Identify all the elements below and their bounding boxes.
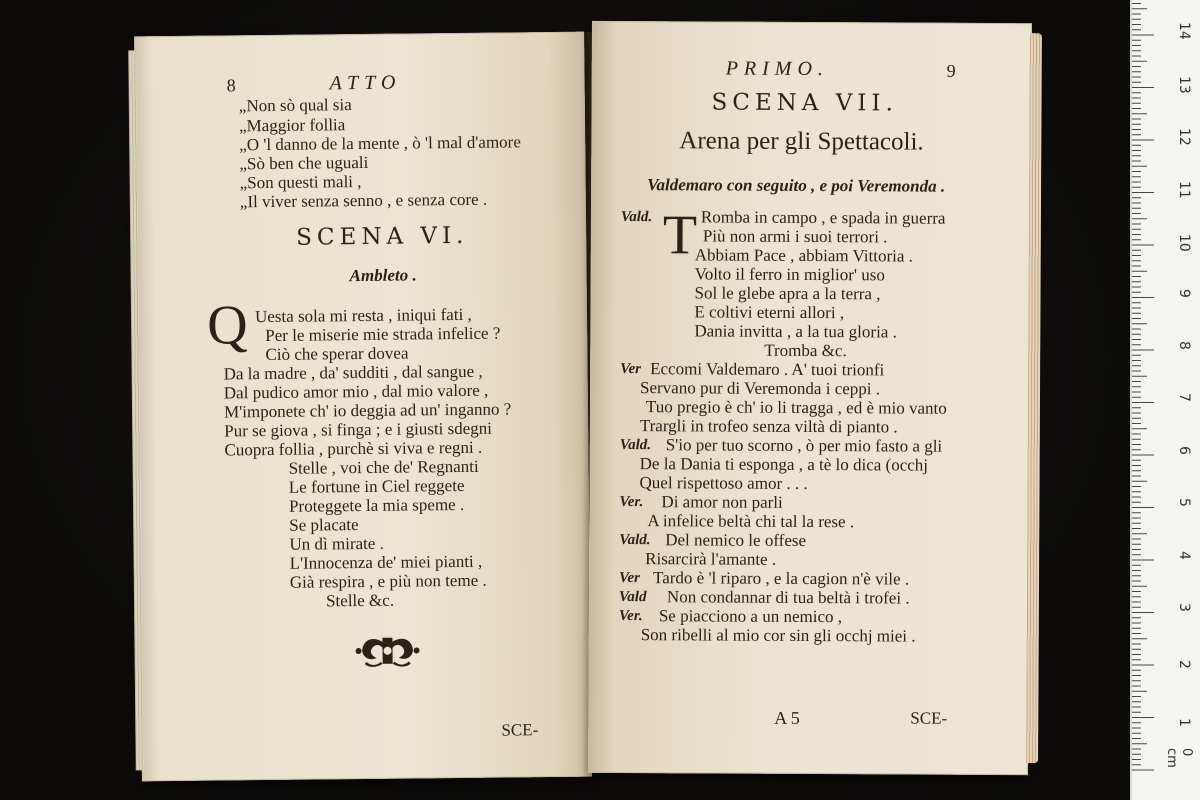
ruler-number: 9 [1176, 289, 1192, 298]
speaker-label: Vald [618, 589, 647, 606]
speaker-label: Vald. [619, 437, 652, 454]
stage-direction: Valdemaro con seguito , e poi Veremonda . [647, 175, 946, 196]
dialogue-line: Sol le glebe apra a la terra , [694, 283, 881, 304]
page-number: 9 [946, 60, 956, 81]
ruler-number: 13 [1176, 76, 1192, 94]
measurement-ruler [1130, 0, 1200, 800]
open-book [128, 18, 1036, 776]
verse-line: „Il viver senza senno , e senza core . [239, 189, 488, 212]
scene-title: SCENA VII. [711, 89, 898, 117]
right-page [588, 21, 1032, 775]
scene-setting: Arena per gli Spettacoli. [679, 127, 924, 156]
dialogue-line: Tuo pregio è ch' io li tragga , ed è mio vanto [645, 397, 947, 418]
scene-title: SCENA VI. [296, 222, 469, 251]
running-head: ATTO [329, 71, 402, 95]
speech-line: Stelle , voi che de' Regnanti [288, 456, 479, 478]
dialogue-line: Son ribelli al mio cor sin gli occhj miei . [640, 625, 916, 646]
ruler-number: 12 [1176, 128, 1192, 146]
dialogue-line: Servano pur di Veremonda i ceppi . [640, 378, 881, 399]
drop-cap: Q [206, 294, 248, 357]
page-number: 8 [226, 75, 236, 96]
dialogue-line: Non condannar di tua beltà i trofei . [666, 587, 910, 608]
speaker-label: Ver [619, 570, 640, 587]
speech-line: Stelle &c. [325, 590, 395, 611]
ruler-number: 5 [1176, 498, 1192, 507]
dialogue-line: Se piacciono a un nemico , [658, 606, 843, 627]
dialogue-line: Di amor non parli [661, 492, 783, 512]
dialogue-line: De la Dania ti esponga , a tè lo dica (occhj [639, 454, 929, 475]
dialogue-line: Del nemico le offese [665, 530, 807, 550]
dialogue-line: Tromba &c. [764, 340, 847, 361]
ruler-number: 7 [1176, 393, 1192, 402]
ruler-number: 3 [1176, 603, 1192, 612]
ruler-number: 8 [1176, 341, 1192, 350]
speech-line: Ciò che sperar dovea [265, 343, 409, 365]
dialogue-line: Risarcirà l'amante . [645, 549, 777, 569]
speech-line: Uesta sola mi resta , iniqui fati , [254, 304, 472, 327]
dialogue-line: Romba in campo , e spada in guerra [700, 207, 946, 228]
speech-line: Proteggete la mia speme . [288, 494, 465, 516]
speaker-label: Ver [620, 361, 642, 378]
dialogue-line: A infelice beltà chi tal la rese . [647, 511, 855, 532]
printer-ornament-icon [352, 633, 422, 668]
verse-line: „Non sò qual sia [238, 95, 352, 116]
speaker-label: Vald. [620, 209, 653, 226]
ruler-number: 11 [1176, 181, 1192, 199]
signature-mark: A 5 [774, 707, 800, 728]
dialogue-line: Dania invitta , a la tua gloria . [694, 321, 897, 342]
dialogue-line: Tardo è 'l riparo , e la cagion n'è vile . [653, 568, 910, 589]
ruler-number: 14 [1176, 22, 1192, 40]
dialogue-line: Volto il ferro in miglior' uso [694, 264, 885, 285]
dialogue-line: Eccomi Valdemaro . A' tuoi trionfi [650, 359, 885, 380]
speech-line: M'imponete ch' io deggia ad un' inganno ? [223, 399, 512, 422]
ruler-number: 1 [1176, 718, 1192, 727]
speaker-label: Ver. [619, 494, 644, 511]
running-head: PRIMO. [725, 57, 829, 81]
speech-line: Da la madre , da' sudditi , dal sangue , [223, 361, 483, 384]
speech-line: L'Innocenza de' miei pianti , [289, 551, 483, 573]
ruler-number: 10 [1176, 234, 1192, 252]
dialogue-line: E coltivi eterni allori , [694, 302, 845, 323]
verse-line: „Son questi mali , [239, 172, 362, 193]
catchword: SCE- [910, 708, 948, 728]
dialogue-line: S'io per tuo scorno , ò per mio fasto a gli [665, 435, 943, 456]
verse-line: „Sò ben che uguali [239, 152, 369, 174]
speech-line: Già respira , e più non teme . [289, 570, 487, 592]
speech-line: Cuopra follia , purchè si viva e regni . [224, 437, 483, 460]
ruler-unit-label: 0 cm [1164, 748, 1194, 768]
catchword: SCE- [501, 720, 539, 740]
speaker-label: Ver. [618, 608, 643, 625]
speech-line: Un dì mirate . [289, 533, 384, 554]
speech-line: Pur se giova , si finga ; e i giusti sdegni [224, 418, 493, 441]
ruler-number: 6 [1176, 446, 1192, 455]
dialogue-line: Trargli in trofeo senza viltà di pianto . [639, 416, 898, 437]
drop-cap: T [662, 204, 698, 267]
speech-line: Le fortune in Ciel reggete [288, 475, 465, 497]
speech-line: Dal pudico amor mio , dal mio valore , [223, 380, 489, 403]
dialogue-line: Quel rispettoso amor . . . [639, 473, 808, 493]
speech-line: Se placate [289, 515, 359, 535]
character-name: Ambleto . [349, 265, 417, 286]
speaker-label: Vald. [619, 532, 651, 549]
speech-line: Per le miserie mie strada infelice ? [265, 323, 501, 346]
dialogue-line: Abbiam Pace , abbiam Vittoria . [694, 245, 913, 266]
left-page [134, 32, 592, 782]
left-page-edge [128, 50, 144, 770]
ruler-number: 4 [1176, 551, 1192, 560]
dialogue-line: Più non armi i suoi terrori . [702, 226, 888, 247]
verse-line: „Maggior follia [238, 115, 346, 136]
ruler-number: 2 [1176, 660, 1192, 669]
verse-line: „O 'l danno de la mente , ò 'l mal d'amore [239, 132, 521, 155]
